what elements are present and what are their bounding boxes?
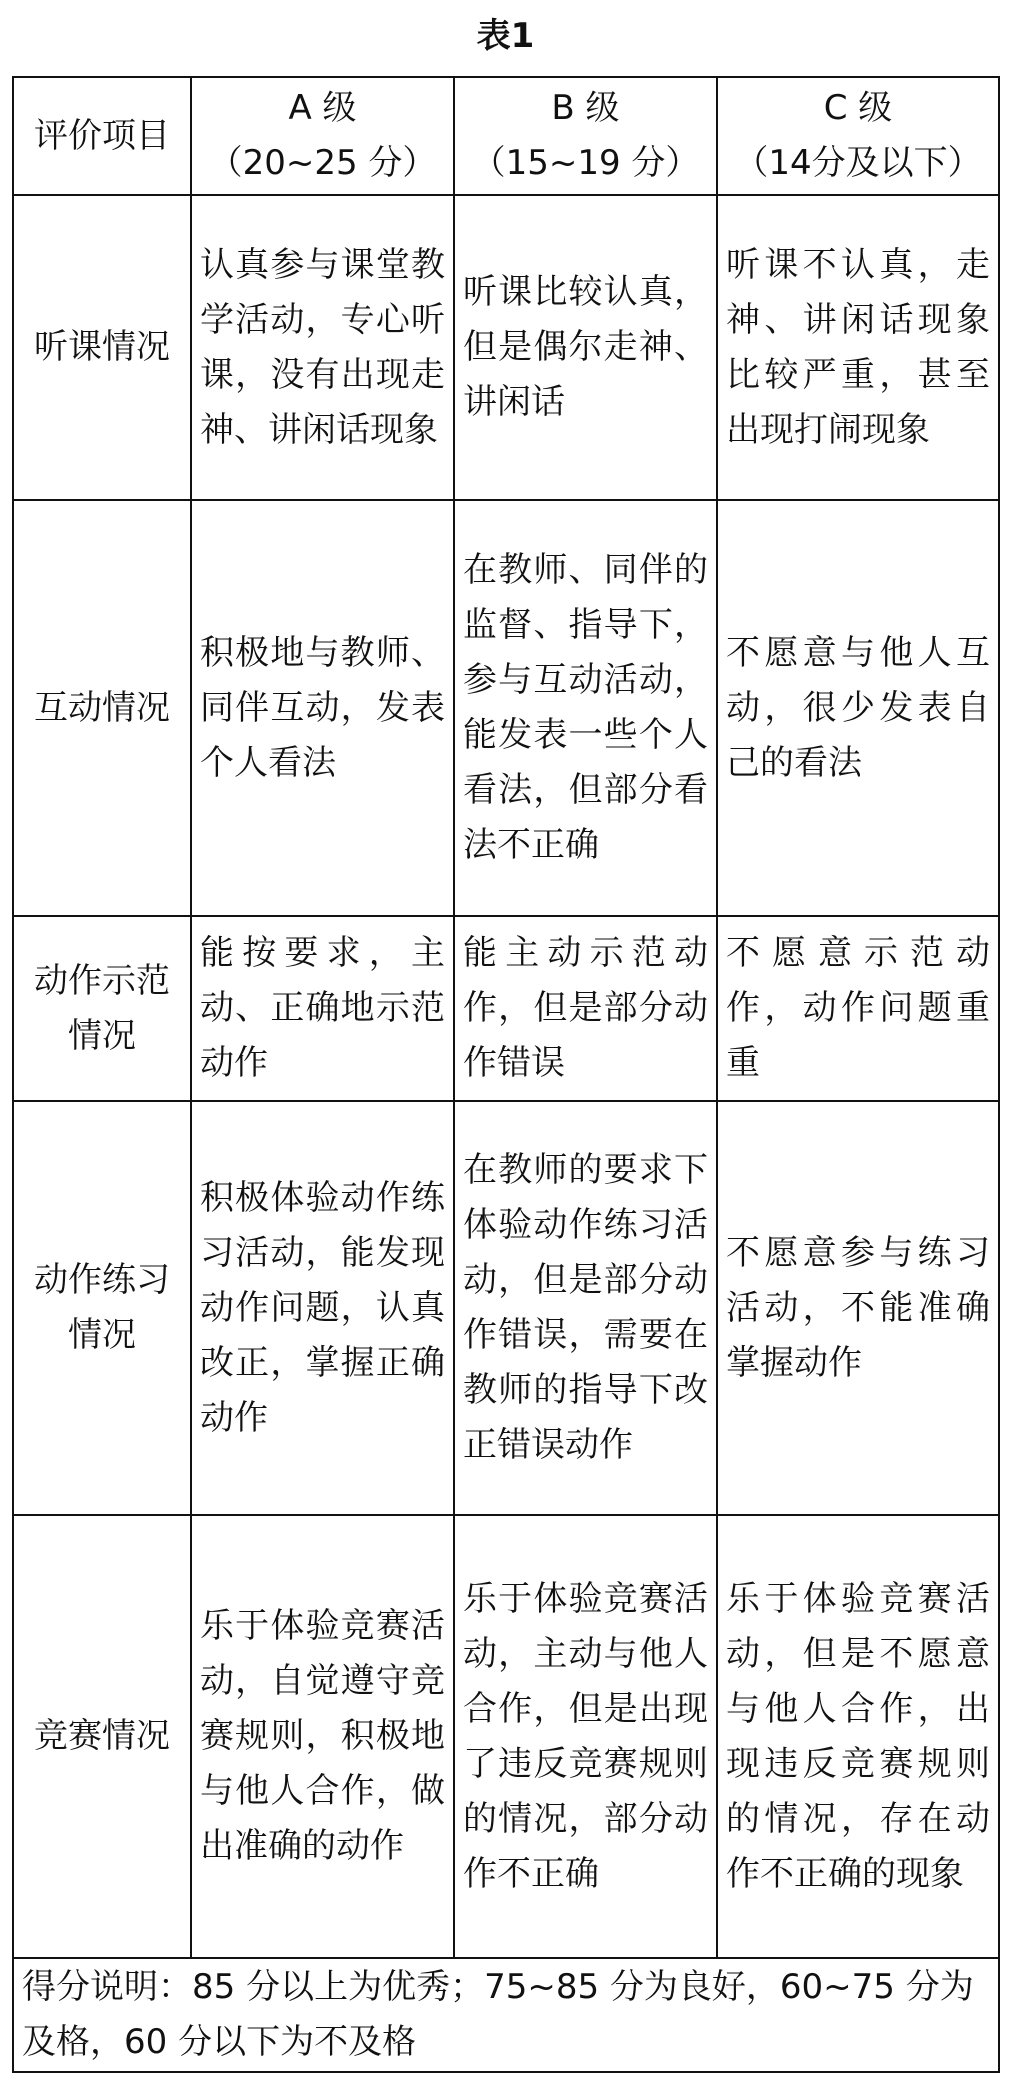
row-grade-b-text: 在教师、同伴的监督、指导下，参与互动活动，能发表一些个人看法，但部分看法不正确 bbox=[454, 500, 717, 916]
row-grade-b-text: 能主动示范动作，但是部分动作错误 bbox=[454, 916, 717, 1101]
header-row bbox=[13, 77, 999, 195]
grade-c-name: C 级 bbox=[823, 88, 893, 128]
grade-b-name: B 级 bbox=[551, 88, 620, 128]
table-row bbox=[13, 916, 999, 1101]
row-grade-c-text: 不愿意与他人互动，很少发表自己的看法 bbox=[717, 500, 999, 916]
grade-a-range: （20~25 分） bbox=[208, 143, 437, 183]
evaluation-table bbox=[12, 76, 1000, 2073]
grade-c-range: （14分及以下） bbox=[734, 143, 982, 183]
header-grade-c bbox=[717, 77, 999, 195]
row-grade-c-text: 不愿意参与练习活动，不能准确掌握动作 bbox=[717, 1101, 999, 1515]
row-item-label: 竞赛情况 bbox=[13, 1515, 191, 1958]
row-grade-c-text: 不愿意示范动作，动作问题重重 bbox=[717, 916, 999, 1101]
row-grade-a-text: 积极地与教师、同伴互动，发表个人看法 bbox=[191, 500, 454, 916]
table-row bbox=[13, 1101, 999, 1515]
row-grade-b-text: 听课比较认真，但是偶尔走神、讲闲话 bbox=[454, 195, 717, 500]
grade-b-range: （15~19 分） bbox=[471, 143, 700, 183]
row-item-label: 听课情况 bbox=[13, 195, 191, 500]
row-item-label: 互动情况 bbox=[13, 500, 191, 916]
row-item-label: 动作示范情况 bbox=[13, 916, 191, 1101]
table-row bbox=[13, 195, 999, 500]
table-title: 表1 bbox=[476, 16, 535, 56]
table-row bbox=[13, 1515, 999, 1958]
row-grade-c-text: 听课不认真，走神、讲闲话现象比较严重，甚至出现打闹现象 bbox=[717, 195, 999, 500]
row-grade-b-text: 乐于体验竞赛活动，主动与他人合作，但是出现了违反竞赛规则的情况，部分动作不正确 bbox=[454, 1515, 717, 1958]
header-grade-a bbox=[191, 77, 454, 195]
row-grade-a-text: 能按要求，主动、正确地示范动作 bbox=[191, 916, 454, 1101]
score-note-row bbox=[13, 1958, 999, 2072]
header-item-label: 评价项目 bbox=[13, 77, 191, 195]
header-grade-b bbox=[454, 77, 717, 195]
row-grade-b-text: 在教师的要求下体验动作练习活动，但是部分动作错误，需要在教师的指导下改正错误动作 bbox=[454, 1101, 717, 1515]
grade-a-name: A 级 bbox=[288, 88, 357, 128]
score-note: 得分说明：85 分以上为优秀；75~85 分为良好，60~75 分为及格，60 分以下为不及格 bbox=[13, 1958, 999, 2072]
table-row bbox=[13, 500, 999, 916]
row-grade-c-text: 乐于体验竞赛活动，但是不愿意与他人合作，出现违反竞赛规则的情况，存在动作不正确的现象 bbox=[717, 1515, 999, 1958]
row-grade-a-text: 积极体验动作练习活动，能发现动作问题，认真改正，掌握正确动作 bbox=[191, 1101, 454, 1515]
row-grade-a-text: 认真参与课堂教学活动，专心听课，没有出现走神、讲闲话现象 bbox=[191, 195, 454, 500]
row-item-label: 动作练习情况 bbox=[13, 1101, 191, 1515]
row-grade-a-text: 乐于体验竞赛活动，自觉遵守竞赛规则，积极地与他人合作，做出准确的动作 bbox=[191, 1515, 454, 1958]
